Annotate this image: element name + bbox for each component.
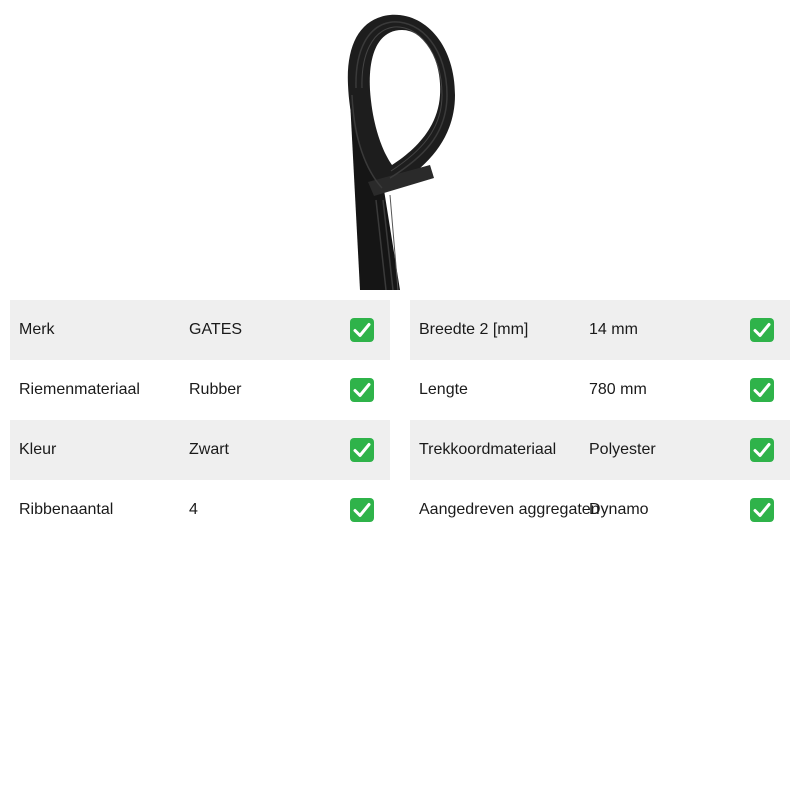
spec-label: Breedte 2 [mm] [419, 321, 529, 338]
spec-label: Lengte [419, 381, 468, 398]
spec-row [410, 360, 790, 420]
spec-label: Ribbenaantal [19, 501, 114, 518]
spec-label: Riemenmateriaal [19, 381, 140, 398]
spec-label: Trekkoordmateriaal [419, 441, 557, 458]
spec-value: GATES [189, 321, 243, 338]
spec-label: Aangedreven aggregaten [419, 501, 600, 518]
spec-row [410, 480, 790, 540]
spec-row [10, 300, 390, 360]
spec-row [10, 360, 390, 420]
check-icon [749, 437, 775, 463]
check-icon [749, 497, 775, 523]
spec-value: 4 [189, 501, 198, 518]
spec-row [410, 420, 790, 480]
belt-product-image [330, 0, 470, 290]
spec-value: Polyester [589, 441, 656, 458]
spec-row [10, 420, 390, 480]
spec-row [410, 300, 790, 360]
spec-value: 14 mm [589, 321, 638, 338]
check-icon [349, 437, 375, 463]
check-icon [349, 377, 375, 403]
check-icon [749, 377, 775, 403]
check-icon [749, 317, 775, 343]
spec-value: Zwart [189, 441, 229, 458]
spec-table-left [10, 300, 390, 540]
spec-value: Rubber [189, 381, 242, 398]
check-icon [349, 317, 375, 343]
spec-value: Dynamo [589, 501, 649, 518]
spec-row [10, 480, 390, 540]
spec-label: Kleur [19, 441, 57, 458]
spec-label: Merk [19, 321, 55, 338]
spec-table-right [410, 300, 790, 540]
spec-value: 780 mm [589, 381, 647, 398]
check-icon [349, 497, 375, 523]
